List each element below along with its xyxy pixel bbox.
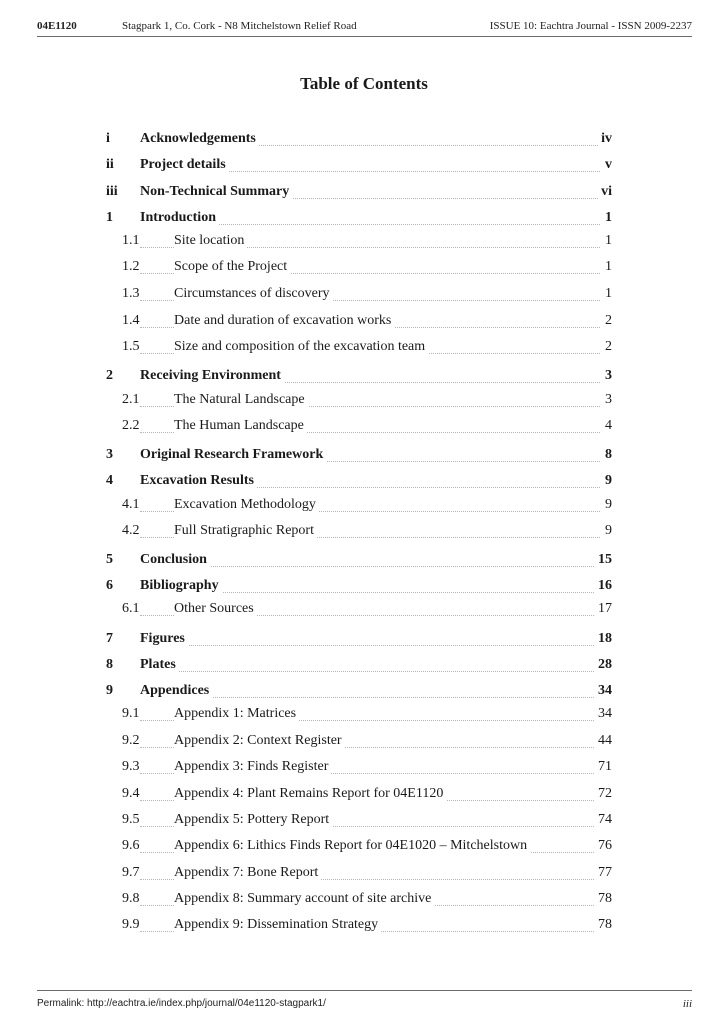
toc-entry[interactable] [0, 184, 728, 204]
toc-entry[interactable] [0, 631, 728, 651]
toc-entry-title[interactable]: Appendix 1: Matrices [174, 706, 299, 722]
toc-entry-number: 9.8 [122, 891, 140, 906]
toc-entry-page: 72 [595, 786, 612, 802]
toc-entry-page: 71 [595, 759, 612, 775]
toc-entry-number: 4.2 [122, 523, 140, 538]
toc-subentry[interactable] [0, 706, 728, 726]
toc-entry-page: 1 [602, 210, 612, 226]
toc-entry-number: 3 [106, 447, 113, 462]
page-footer [37, 990, 692, 1015]
toc-entry-page: 9 [602, 523, 612, 539]
toc-entry-page: 1 [602, 233, 612, 249]
toc-subentry[interactable] [0, 601, 728, 621]
toc-entry-page: vi [598, 184, 612, 200]
page-title: Table of Contents [300, 74, 428, 93]
toc-subentry[interactable] [0, 733, 728, 753]
page-number: iii [682, 998, 692, 1010]
toc-entry-title[interactable]: Introduction [140, 210, 219, 226]
toc-entry-page: 17 [595, 601, 612, 617]
toc-entry-number: 9.1 [122, 706, 140, 721]
toc-entry-page: 4 [602, 418, 612, 434]
toc-entry-page: 28 [595, 657, 612, 673]
toc-entry-title[interactable]: Figures [140, 631, 188, 647]
toc-entry-number: 1.1 [122, 233, 140, 248]
toc-entry-title[interactable]: Appendix 2: Context Register [174, 733, 345, 749]
toc-entry-page: 44 [595, 733, 612, 749]
toc-entry[interactable] [0, 657, 728, 677]
toc-subentry[interactable] [0, 786, 728, 806]
toc-subentry[interactable] [0, 891, 728, 911]
toc-entry[interactable] [0, 210, 728, 230]
toc-entry-title[interactable]: The Natural Landscape [174, 392, 308, 408]
toc-entry-number: 9.9 [122, 917, 140, 932]
toc-entry-number: 9 [106, 683, 113, 698]
toc-entry-number: 9.2 [122, 733, 140, 748]
toc-entry-title[interactable]: Bibliography [140, 578, 222, 594]
toc-entry-title[interactable]: Appendix 8: Summary account of site archive [174, 891, 434, 907]
toc-entry[interactable] [0, 368, 728, 388]
toc-entry-title[interactable]: Appendix 3: Finds Register [174, 759, 331, 775]
toc-entry-title[interactable]: Original Research Framework [140, 447, 326, 463]
toc-entry-title[interactable]: Receiving Environment [140, 368, 284, 384]
toc-entry-title[interactable]: Date and duration of excavation works [174, 313, 394, 329]
toc-entry-page: 78 [595, 891, 612, 907]
toc-entry-page: 34 [595, 706, 612, 722]
toc-entry-page: 74 [595, 812, 612, 828]
toc-entry-page: 77 [595, 865, 612, 881]
toc-entry-title[interactable]: Appendix 6: Lithics Finds Report for 04E1020 – Mitchelstown [174, 838, 530, 854]
toc-entry-number: 9.6 [122, 838, 140, 853]
permalink-link[interactable]: Permalink: http://eachtra.ie/index.php/journal/04e1120-stagpark1/ [37, 998, 326, 1009]
toc-entry-page: 78 [595, 917, 612, 933]
toc-entry-number: iii [106, 184, 118, 199]
toc-entry-number: 1.2 [122, 259, 140, 274]
toc-entry[interactable] [0, 473, 728, 493]
toc-entry-page: 8 [602, 447, 612, 463]
toc-entry-number: 9.5 [122, 812, 140, 827]
toc-entry-title[interactable]: Conclusion [140, 552, 210, 568]
toc-entry-title[interactable]: Appendix 4: Plant Remains Report for 04E1120 [174, 786, 446, 802]
toc-entry-title[interactable]: Scope of the Project [174, 259, 290, 275]
toc-entry-page: 34 [595, 683, 612, 699]
toc-subentry[interactable] [0, 418, 728, 438]
toc-entry-number: 7 [106, 631, 113, 646]
toc-entry-title[interactable]: Appendices [140, 683, 212, 699]
toc-entry-number: 4 [106, 473, 113, 488]
toc-entry[interactable] [0, 683, 728, 703]
toc-subentry[interactable] [0, 759, 728, 779]
toc-entry-title[interactable]: Size and composition of the excavation team [174, 339, 428, 355]
toc-entry-page: 2 [602, 313, 612, 329]
toc-entry[interactable] [0, 131, 728, 151]
toc-entry-page: 1 [602, 259, 612, 275]
toc-entry-page: 9 [602, 473, 612, 489]
header-site-name: Stagpark 1, Co. Cork - N8 Mitchelstown Relief Road [122, 20, 357, 32]
toc-entry-title[interactable]: Project details [140, 157, 229, 173]
toc-entry-page: 76 [595, 838, 612, 854]
toc-entry-number: 9.3 [122, 759, 140, 774]
toc-entry-title[interactable]: Site location [174, 233, 247, 249]
toc-subentry[interactable] [0, 523, 728, 543]
toc-entry[interactable] [0, 578, 728, 598]
toc-entry-page: 9 [602, 497, 612, 513]
toc-entry-number: 2.2 [122, 418, 140, 433]
toc-subentry[interactable] [0, 838, 728, 858]
toc-entry-title[interactable]: Circumstances of discovery [174, 286, 333, 302]
toc-subentry[interactable] [0, 286, 728, 306]
toc-subentry[interactable] [0, 313, 728, 333]
toc-subentry[interactable] [0, 339, 728, 359]
toc-entry-title[interactable]: Appendix 5: Pottery Report [174, 812, 332, 828]
toc-entry-title[interactable]: Excavation Methodology [174, 497, 319, 513]
toc-entry-number: i [106, 131, 110, 146]
toc-entry-title[interactable]: Plates [140, 657, 179, 673]
toc-entry-number: 4.1 [122, 497, 140, 512]
toc-entry-number: 6 [106, 578, 113, 593]
header-journal-issue: ISSUE 10: Eachtra Journal - ISSN 2009-2237 [489, 20, 692, 32]
toc-entry[interactable] [0, 552, 728, 572]
toc-entry-title[interactable]: Excavation Results [140, 473, 257, 489]
toc-entry-page: 2 [602, 339, 612, 355]
toc-entry-number: 1.5 [122, 339, 140, 354]
toc-subentry[interactable] [0, 812, 728, 832]
toc-entry-title[interactable]: Non-Technical Summary [140, 184, 292, 200]
toc-entry-number: 2.1 [122, 392, 140, 407]
toc-subentry[interactable] [0, 392, 728, 412]
toc-entry-page: 3 [602, 368, 612, 384]
toc-entry-page: 15 [595, 552, 612, 568]
toc-entry-page: iv [598, 131, 612, 147]
toc-entry-title[interactable]: Appendix 7: Bone Report [174, 865, 321, 881]
toc-subentry[interactable] [0, 259, 728, 279]
toc-entry-number: 1 [106, 210, 113, 225]
toc-entry[interactable] [0, 447, 728, 467]
toc-entry-page: v [602, 157, 612, 173]
toc-entry-page: 1 [602, 286, 612, 302]
toc-entry-number: 9.4 [122, 786, 140, 801]
toc-entry-page: 16 [595, 578, 612, 594]
toc-entry-title[interactable]: Full Stratigraphic Report [174, 523, 317, 539]
toc-entry-number: 6.1 [122, 601, 140, 616]
toc-entry-title[interactable]: The Human Landscape [174, 418, 307, 434]
toc-entry-number: ii [106, 157, 114, 172]
header-licence-code: 04E1120 [37, 20, 77, 32]
toc-subentry[interactable] [0, 497, 728, 517]
toc-entry-page: 18 [595, 631, 612, 647]
toc-entry-title[interactable]: Acknowledgements [140, 131, 259, 147]
toc-subentry[interactable] [0, 865, 728, 885]
toc-subentry[interactable] [0, 233, 728, 253]
toc-entry-number: 1.4 [122, 313, 140, 328]
toc-entry-number: 1.3 [122, 286, 140, 301]
toc-entry-number: 8 [106, 657, 113, 672]
toc-entry-number: 2 [106, 368, 113, 383]
toc-entry-number: 9.7 [122, 865, 140, 880]
toc-entry-title[interactable]: Other Sources [174, 601, 257, 617]
toc-entry-title[interactable]: Appendix 9: Dissemination Strategy [174, 917, 381, 933]
toc-subentry[interactable] [0, 917, 728, 937]
toc-entry-page: 3 [602, 392, 612, 408]
toc-entry[interactable] [0, 157, 728, 177]
toc-entry-number: 5 [106, 552, 113, 567]
